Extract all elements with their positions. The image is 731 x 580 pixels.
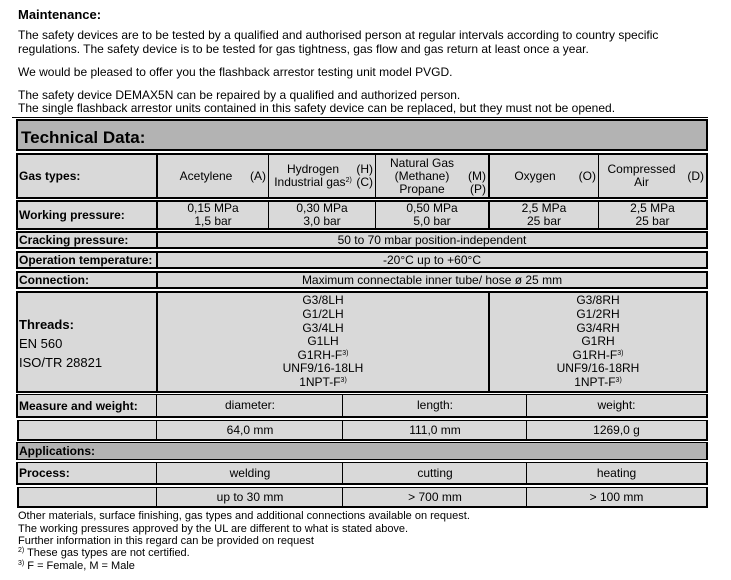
pressure-bar: 25 bar	[526, 214, 562, 228]
footnote-text: F = Female, M = Male	[24, 560, 135, 572]
gas-code: (M)	[468, 168, 486, 183]
footnote-mark: 3)	[615, 376, 622, 384]
working-pressure-label: Working pressure:	[19, 208, 125, 222]
footnote-mark: 3)	[340, 376, 347, 384]
gas-name: Acetylene	[179, 168, 233, 183]
thread-item: G3/8RH	[576, 293, 620, 308]
footnote-mark: 3)	[617, 349, 624, 357]
applications-heading: Applications:	[19, 444, 96, 458]
gas-code: (D)	[687, 168, 704, 183]
maintenance-text: The single flashback arrestor units contained in this safety device can be replaced, but they must not be opened.	[18, 101, 616, 115]
gas-types-row	[16, 153, 708, 199]
process-name: welding	[229, 465, 271, 480]
pressure-mpa: 2,5 MPa	[521, 201, 567, 215]
measure-header: diameter:	[224, 398, 276, 412]
gas-hydrogen	[269, 155, 375, 197]
measure-header-row	[16, 394, 708, 418]
connection-label: Connection:	[19, 273, 89, 287]
threads-label: Threads:	[19, 317, 74, 332]
process-name: heating	[596, 465, 637, 480]
pressure-bar: 5,0 bar	[413, 214, 451, 228]
measure-value: 111,0 mm	[409, 422, 461, 437]
pressure-bar: 3,0 bar	[303, 214, 341, 228]
footnote-3	[18, 560, 135, 572]
cracking-pressure-label: Cracking pressure:	[19, 233, 129, 247]
thread-item: UNF9/16-18RH	[556, 361, 640, 376]
pressure-value	[490, 202, 598, 228]
measure-value: 1269,0 g	[593, 422, 640, 437]
measure-header: weight:	[597, 398, 636, 412]
gas-code: (C)	[356, 175, 373, 189]
pressure-value	[269, 202, 375, 228]
measure-header: length:	[416, 398, 454, 412]
pressure-mpa: 0,30 MPa	[296, 201, 348, 215]
footnote-mark: 3)	[18, 560, 25, 567]
footnote-text: These gas types are not certified.	[24, 547, 190, 559]
maintenance-text: We would be pleased to offer you the flashback arrestor testing unit model PVGD.	[18, 65, 453, 79]
gas-code: (O)	[578, 168, 596, 183]
operation-temperature-label: Operation temperature:	[19, 253, 153, 267]
pressure-mpa: 2,5 MPa	[630, 201, 675, 215]
process-value: up to 30 mm	[216, 489, 284, 504]
thread-item: G1/2RH	[576, 307, 620, 322]
technical-data-header	[16, 119, 708, 151]
gas-code: (H)	[356, 162, 373, 176]
gas-name: Oxygen	[514, 168, 556, 183]
footnote-2	[18, 547, 190, 559]
thread-item: 1NPT-F	[299, 374, 341, 389]
gas-name: (Methane)	[394, 168, 450, 183]
thread-item: G3/4LH	[302, 320, 344, 335]
measure-label: Measure and weight:	[19, 398, 138, 413]
threads-label-block	[19, 315, 156, 372]
divider	[12, 117, 708, 118]
pressure-value	[599, 202, 706, 228]
thread-item: G1RH-F	[297, 347, 343, 362]
pressure-bar: 1,5 bar	[194, 214, 232, 228]
threads-standard: EN 560	[19, 336, 63, 351]
process-label: Process:	[19, 466, 70, 480]
gas-code: (P)	[470, 181, 486, 196]
gas-name: Industrial gas	[274, 175, 346, 189]
gas-name: Air	[634, 175, 649, 189]
gas-code: (A)	[250, 168, 266, 183]
threads-row	[16, 291, 708, 393]
thread-item: G1RH	[581, 334, 615, 349]
pressure-mpa: 0,50 MPa	[406, 201, 458, 215]
footnote-mark: 2)	[18, 547, 25, 554]
maintenance-text: The safety devices are to be tested by a qualified and authorised person at regular intervals according to country specific	[18, 28, 659, 42]
operation-temperature-row	[16, 251, 708, 269]
operation-temperature-value: -20°C up to +60°C	[383, 252, 481, 267]
thread-item: G1RH-F	[572, 347, 618, 362]
gas-name: Hydrogen	[286, 162, 339, 176]
gas-types-label: Gas types:	[19, 169, 81, 183]
gas-compressed-air	[599, 155, 706, 197]
gas-natural	[376, 155, 488, 197]
thread-item: G1/2LH	[302, 307, 344, 322]
pressure-mpa: 0,15 MPa	[187, 201, 239, 215]
threads-right-list	[490, 293, 706, 391]
footnote-mark: 3)	[342, 349, 349, 357]
threads-standard: ISO/TR 28821	[19, 355, 103, 370]
connection-value: Maximum connectable inner tube/ hose ø 25 mm	[301, 272, 563, 287]
working-pressure-row	[16, 200, 708, 230]
applications-header	[16, 442, 708, 460]
measure-values-row	[17, 420, 708, 441]
process-value: > 100 mm	[589, 489, 644, 504]
footnote-text: Further information in this regard can be provided on request	[18, 535, 314, 547]
maintenance-heading: Maintenance:	[18, 7, 102, 22]
connection-row	[16, 271, 708, 289]
cracking-pressure-row	[16, 231, 708, 249]
gas-name: Natural Gas	[389, 155, 455, 170]
measure-value: 64,0 mm	[226, 422, 274, 437]
process-name: cutting	[417, 465, 453, 480]
thread-item: G3/4RH	[576, 320, 620, 335]
pressure-value	[376, 202, 488, 228]
footnote-mark: 2)	[345, 177, 352, 184]
cracking-pressure-value: 50 to 70 mbar position-independent	[337, 232, 527, 247]
footnote-text: Other materials, surface finishing, gas types and additional connections available on request.	[18, 510, 470, 522]
gas-acetylene	[158, 155, 268, 197]
process-value: > 700 mm	[408, 489, 462, 504]
maintenance-text: The safety device DEMAX5N can be repaired by a qualified and authorized person.	[18, 88, 461, 102]
footnote-text: The working pressures approved by the UL are different to what is stated above.	[18, 523, 409, 535]
threads-left-list	[158, 293, 488, 391]
process-row	[16, 462, 708, 485]
gas-name: Propane	[399, 181, 445, 196]
thread-item: UNF9/16-18LH	[282, 361, 364, 376]
maintenance-text: regulations. The safety device is to be tested for gas tightness, gas flow and gas return at least once a year.	[18, 42, 589, 56]
technical-data-heading: Technical Data:	[21, 128, 146, 147]
thread-item: G3/8LH	[302, 293, 344, 308]
thread-item: 1NPT-F	[574, 374, 616, 389]
gas-name: Compressed	[607, 162, 676, 176]
gas-oxygen	[490, 155, 598, 197]
process-values-row	[17, 487, 708, 508]
pressure-bar: 25 bar	[635, 214, 670, 228]
pressure-value	[158, 202, 268, 228]
thread-item: G1LH	[307, 334, 339, 349]
